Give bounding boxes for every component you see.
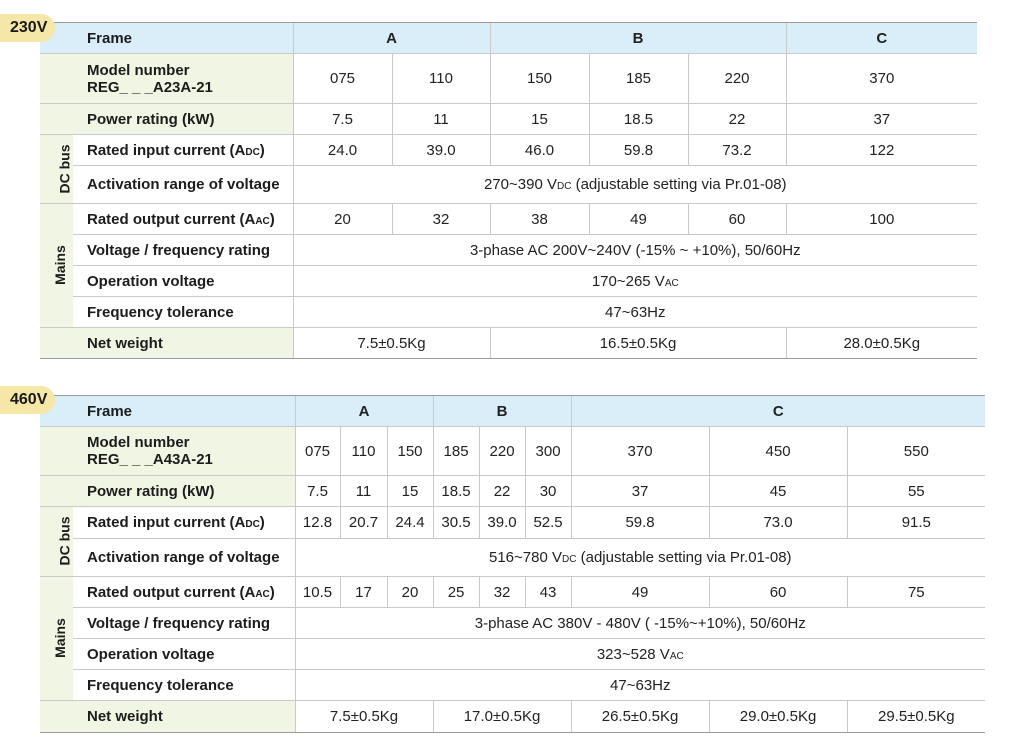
model-cell: 220 [479,427,525,476]
rated-input-cell: 73.2 [688,135,786,166]
frame-a: A [295,396,433,427]
vf-rating-row [40,235,977,266]
rated-input-row [40,135,977,166]
power-cell: 11 [392,104,490,135]
rated-output-cell: 49 [589,204,688,235]
rated-output-cell: 32 [392,204,490,235]
rated-input-cell: 46.0 [490,135,589,166]
rated-output-cell: 10.5 [295,577,340,608]
model-cell: 150 [490,54,589,104]
rated-output-row [40,577,985,608]
vf-rating-value: 3-phase AC 200V~240V (-15% ~ +10%), 50/60Hz [293,235,977,266]
model-cell: 110 [392,54,490,104]
rated-output-row [40,204,977,235]
model-cell: 110 [340,427,387,476]
rated-output-label: Rated output current (AAC) [73,204,293,235]
model-cell: 220 [688,54,786,104]
rated-input-cell: 12.8 [295,507,340,539]
net-weight-cell: 7.5±0.5Kg [293,328,490,359]
freq-tol-label: Frequency tolerance [73,297,293,328]
net-weight-row [40,328,977,359]
model-row [40,54,977,104]
power-cell: 55 [847,476,985,507]
dc-bus-label: DC bus [40,507,73,577]
rated-output-cell: 49 [571,577,709,608]
rated-input-cell: 24.0 [293,135,392,166]
net-weight-cell: 28.0±0.5Kg [786,328,977,359]
frame-b: B [490,23,786,54]
net-weight-cell: 16.5±0.5Kg [490,328,786,359]
vf-rating-label: Voltage / frequency rating [73,235,293,266]
net-weight-label: Net weight [73,328,293,359]
power-label: Power rating (kW) [73,476,295,507]
rated-input-cell: 39.0 [479,507,525,539]
rated-output-cell: 75 [847,577,985,608]
activation-value: 516~780 VDC (adjustable setting via Pr.01-08) [295,539,985,577]
net-weight-cell: 29.0±0.5Kg [709,701,847,733]
model-label: Model number REG_ _ _A23A-21 [73,54,293,104]
net-weight-cell: 26.5±0.5Kg [571,701,709,733]
power-cell: 22 [688,104,786,135]
model-cell: 075 [293,54,392,104]
power-row [40,104,977,135]
power-cell: 37 [786,104,977,135]
rated-output-cell: 100 [786,204,977,235]
model-label: Model number REG_ _ _A43A-21 [73,427,295,476]
activation-row [40,539,985,577]
voltage-badge-230: 230V [0,14,55,42]
power-cell: 15 [387,476,433,507]
power-label: Power rating (kW) [73,104,293,135]
power-cell: 18.5 [433,476,479,507]
voltage-badge-460: 460V [0,386,55,414]
rated-input-cell: 52.5 [525,507,571,539]
model-cell: 150 [387,427,433,476]
rated-input-cell: 30.5 [433,507,479,539]
power-cell: 22 [479,476,525,507]
activation-row [40,166,977,204]
mains-label: Mains [40,204,73,328]
power-cell: 30 [525,476,571,507]
freq-tol-label: Frequency tolerance [73,670,295,701]
mains-label: Mains [40,577,73,701]
power-cell: 15 [490,104,589,135]
rated-input-cell: 24.4 [387,507,433,539]
frame-row [40,396,985,427]
power-row [40,476,985,507]
rated-input-label: Rated input current (ADC) [73,507,295,539]
activation-value: 270~390 VDC (adjustable setting via Pr.01-08) [293,166,977,204]
rated-input-cell: 20.7 [340,507,387,539]
power-cell: 11 [340,476,387,507]
model-cell: 370 [571,427,709,476]
model-cell: 300 [525,427,571,476]
rated-input-cell: 59.8 [589,135,688,166]
freq-tol-value: 47~63Hz [295,670,985,701]
model-cell: 550 [847,427,985,476]
activation-label: Activation range of voltage [73,166,293,204]
spec-table-460v [40,395,985,733]
rated-input-cell: 122 [786,135,977,166]
frame-label: Frame [73,23,293,54]
net-weight-cell: 17.0±0.5Kg [433,701,571,733]
rated-input-cell: 73.0 [709,507,847,539]
rated-input-cell: 59.8 [571,507,709,539]
rated-output-cell: 25 [433,577,479,608]
model-cell: 450 [709,427,847,476]
vf-rating-row [40,608,985,639]
net-weight-cell: 7.5±0.5Kg [295,701,433,733]
activation-label: Activation range of voltage [73,539,295,577]
op-voltage-value: 323~528 VAC [295,639,985,670]
dc-bus-label: DC bus [40,135,73,204]
power-cell: 7.5 [293,104,392,135]
frame-b: B [433,396,571,427]
op-voltage-label: Operation voltage [73,639,295,670]
freq-tol-row [40,297,977,328]
model-cell: 075 [295,427,340,476]
frame-c: C [571,396,985,427]
frame-c: C [786,23,977,54]
rated-output-cell: 60 [688,204,786,235]
rated-output-label: Rated output current (AAC) [73,577,295,608]
freq-tol-row [40,670,985,701]
vf-rating-label: Voltage / frequency rating [73,608,295,639]
model-cell: 370 [786,54,977,104]
net-weight-cell: 29.5±0.5Kg [847,701,985,733]
spec-table-230v [40,22,977,359]
net-weight-row [40,701,985,733]
rated-input-label: Rated input current (ADC) [73,135,293,166]
model-cell: 185 [589,54,688,104]
model-cell: 185 [433,427,479,476]
frame-label: Frame [73,396,295,427]
op-voltage-row [40,266,977,297]
op-voltage-value: 170~265 VAC [293,266,977,297]
power-cell: 18.5 [589,104,688,135]
rated-output-cell: 60 [709,577,847,608]
power-cell: 37 [571,476,709,507]
rated-input-row [40,507,985,539]
rated-output-cell: 43 [525,577,571,608]
power-cell: 7.5 [295,476,340,507]
freq-tol-value: 47~63Hz [293,297,977,328]
rated-input-cell: 91.5 [847,507,985,539]
model-row [40,427,985,476]
rated-output-cell: 17 [340,577,387,608]
power-cell: 45 [709,476,847,507]
frame-a: A [293,23,490,54]
frame-row [40,23,977,54]
rated-input-cell: 39.0 [392,135,490,166]
op-voltage-row [40,639,985,670]
rated-output-cell: 20 [293,204,392,235]
op-voltage-label: Operation voltage [73,266,293,297]
rated-output-cell: 32 [479,577,525,608]
rated-output-cell: 20 [387,577,433,608]
net-weight-label: Net weight [73,701,295,733]
vf-rating-value: 3-phase AC 380V - 480V ( -15%~+10%), 50/60Hz [295,608,985,639]
rated-output-cell: 38 [490,204,589,235]
